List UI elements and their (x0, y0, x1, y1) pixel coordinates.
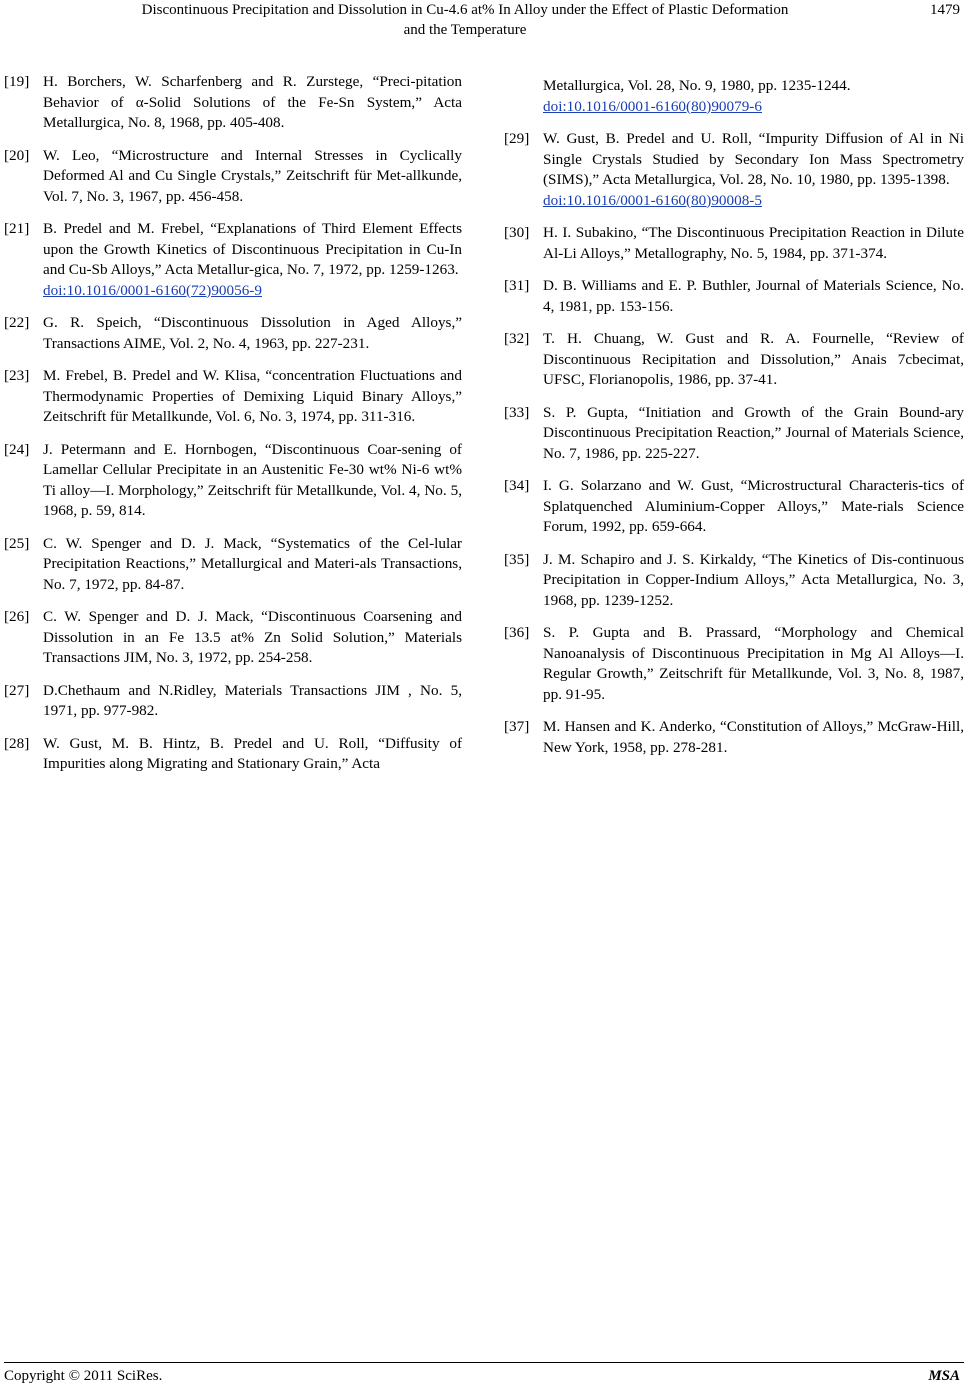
reference-entry (4, 219, 462, 301)
reference-number: [34] (504, 477, 530, 494)
reference-number: [32] (504, 330, 530, 347)
reference-entry (504, 717, 964, 758)
reference-entry (4, 734, 462, 775)
reference-continuation (504, 76, 964, 117)
reference-number: [35] (504, 550, 530, 568)
reference-text: M. Frebel, B. Predel and W. Klisa, “concentration Fluctuations and Thermodynamic Properties of Demixing Liquid Binary Alloys,” Zeitschrift für Metallkunde, Vol. 6, No. 3, 1974, pp. 311-316. (43, 367, 462, 425)
reference-number: [33] (504, 403, 530, 421)
reference-text: W. Gust, M. B. Hintz, B. Predel and U. Roll, “Diffusity of Impurities along Migrating and Stationary Grain,” Acta (43, 734, 462, 772)
reference-entry (504, 476, 964, 538)
reference-entry (4, 681, 462, 722)
reference-entry (4, 440, 462, 522)
reference-text: I. G. Solarzano and W. Gust, “Microstructural Characteris-tics of Splatquenched Aluminium-Copper Alloys,” Mate-rials Science Forum, 1992, pp. 659-664. (543, 477, 964, 535)
doi-link[interactable]: doi:10.1016/0001-6160(80)90008-5 (543, 191, 762, 209)
reference-text: S. P. Gupta, “Initiation and Growth of the Grain Bound-ary Discontinuous Precipitation Reaction,” Journal of Materials Science, No. 7, 1986, pp. 225-227. (543, 403, 964, 462)
reference-text: C. W. Spenger and D. J. Mack, “Discontinuous Coarsening and Dissolution in an Fe 13.5 at% Zn Solid Solution,” Materials Transactions JIM, No. 3, 1972, pp. 254-258. (43, 608, 462, 666)
reference-number: [29] (504, 130, 530, 147)
references-right-column (504, 76, 964, 770)
reference-text: G. R. Speich, “Discontinuous Dissolution in Aged Alloys,” Transactions AIME, Vol. 2, No. 4, 1963, pp. 227-231. (43, 314, 462, 352)
reference-entry (4, 313, 462, 354)
reference-entry (504, 276, 964, 317)
copyright-notice: Copyright © 2011 SciRes. (4, 1368, 163, 1384)
reference-entry (504, 223, 964, 264)
reference-number: [23] (4, 367, 30, 384)
reference-text: S. P. Gupta and B. Prassard, “Morphology and Chemical Nanoanalysis of Discontinuous Precipitation in Mg Al Alloys—I. Regular Growth,” Zeitschrift für Metallkunde, Vol. 3, No. 8, 1987, pp. 91-95. (543, 624, 964, 703)
reference-text: W. Gust, B. Predel and U. Roll, “Impurity Diffusion of Al in Ni Single Crystals Studied by Secondary Ion Mass Spectrometry (SIMS),” Acta Metallurgica, Vol. 28, No. 10, 1980, pp. 1395-1398. (543, 130, 964, 188)
reference-text: W. Leo, “Microstructure and Internal Stresses in Cyclically Deformed Al and Cu Single Crystals,” Zeitschrift für Met-allkunde, Vol. 7, No. 3, 1967, pp. 456-458. (43, 146, 462, 205)
reference-entry (504, 550, 964, 612)
reference-number: [26] (4, 608, 30, 625)
reference-entry (504, 329, 964, 391)
running-header-line-2: and the Temperature (403, 22, 527, 38)
reference-number: [25] (4, 534, 30, 552)
reference-text: J. Petermann and E. Hornbogen, “Discontinuous Coar-sening of Lamellar Cellular Precipitate in an Austenitic Fe-30 wt% Ni-6 wt% Ti alloy—I. Morphology,” Zeitschrift für Metallkunde, Vol. 4, No. 5, 1968, p. 59, 814. (43, 440, 462, 519)
reference-entry (4, 534, 462, 596)
reference-text: D. B. Williams and E. P. Buthler, Journal of Materials Science, No. 4, 1981, pp. 153-156. (543, 277, 964, 315)
doi-link[interactable]: doi:10.1016/0001-6160(80)90079-6 (543, 97, 762, 115)
running-header-line-1: Discontinuous Precipitation and Dissolution in Cu-4.6 at% In Alloy under the Effect of Plastic Deformation (141, 2, 789, 18)
reference-number: [20] (4, 146, 30, 164)
reference-number: [19] (4, 73, 30, 90)
reference-number: [36] (504, 624, 530, 641)
page-number: 1479 (930, 2, 960, 18)
reference-number: [24] (4, 440, 30, 458)
reference-text: B. Predel and M. Frebel, “Explanations of Third Element Effects upon the Growth Kinetics of Discontinuous Precipitation in Cu-In and Cu-Sb Alloys,” Acta Metallur-gica, No. 7, 1972, pp. 1259-1263. (43, 220, 462, 278)
reference-text: C. W. Spenger and D. J. Mack, “Systematics of the Cel-lular Precipitation Reactions,” Metallurgical and Materi-als Transactions, No. 7, 1972, pp. 84-87. (43, 534, 462, 593)
reference-entry (4, 146, 462, 208)
reference-entry (4, 366, 462, 428)
footer-divider (4, 1362, 964, 1363)
running-header-title (60, 0, 870, 40)
reference-entry (504, 623, 964, 705)
reference-text: M. Hansen and K. Anderko, “Constitution of Alloys,” McGraw-Hill, New York, 1958, pp. 278-281. (543, 718, 964, 756)
doi-link[interactable]: doi:10.1016/0001-6160(72)90056-9 (43, 281, 262, 299)
reference-text: D.Chethaum and N.Ridley, Materials Transactions JIM , No. 5, 1971, pp. 977-982. (43, 681, 462, 719)
reference-continuation-text: Metallurgica, Vol. 28, No. 9, 1980, pp. 1235-1244. (543, 77, 851, 94)
reference-entry (504, 129, 964, 211)
reference-number: [28] (4, 734, 30, 752)
reference-entry (504, 403, 964, 465)
reference-text: J. M. Schapiro and J. S. Kirkaldy, “The Kinetics of Dis-continuous Precipitation in Copper-Indium Alloys,” Acta Metallurgica, No. 3, 1968, pp. 1239-1252. (543, 550, 964, 609)
reference-text: H. I. Subakino, “The Discontinuous Precipitation Reaction in Dilute Al-Li Alloys,” Metallography, No. 5, 1984, pp. 371-374. (543, 224, 964, 262)
reference-number: [30] (504, 224, 530, 241)
reference-entry (4, 607, 462, 669)
reference-text: H. Borchers, W. Scharfenberg and R. Zurstege, “Preci-pitation Behavior of α-Solid Solutions of the Fe-Sn System,” Acta Metallurgica, No. 8, 1968, pp. 405-408. (43, 73, 462, 131)
reference-number: [22] (4, 314, 30, 331)
journal-abbreviation: MSA (928, 1368, 960, 1384)
references-left-column (4, 72, 462, 787)
reference-text: T. H. Chuang, W. Gust and R. A. Fournelle, “Review of Discontinuous Recipitation and Dissolution,” Anais 7cbecimat, UFSC, Florianopolis, 1986, pp. 37-41. (543, 330, 964, 388)
reference-entry (4, 72, 462, 134)
reference-number: [37] (504, 718, 530, 735)
reference-number: [21] (4, 220, 30, 237)
reference-number: [27] (4, 681, 30, 699)
reference-number: [31] (504, 277, 530, 294)
